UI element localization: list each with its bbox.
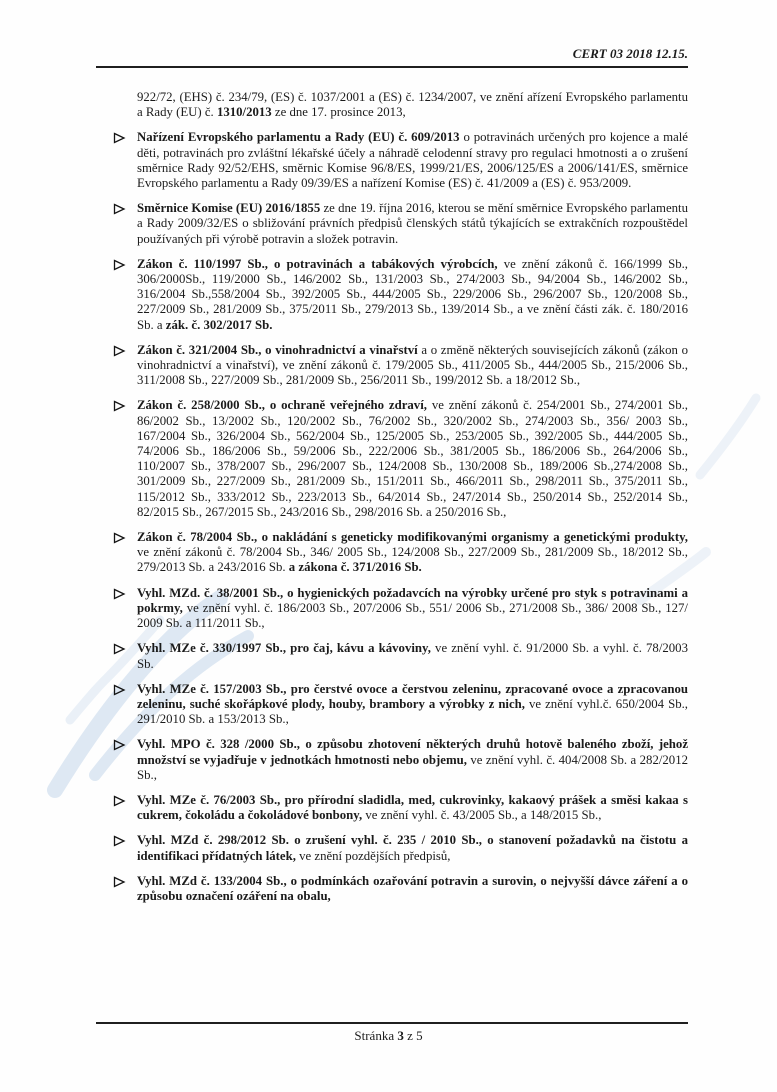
- arrow-bullet-icon: [113, 643, 127, 655]
- list-item-text: Nařízení Evropského parlamentu a Rady (EU) č. 609/2013 o potravinách určených pro kojence a malé děti, potravinách pro zvláštní lékařské účely a náhradě celodenní stravy pro regulaci hmotnosti a o zrušení směrnice Rady 92/52/EHS, směrnic Komise 96/8/ES, 1999/21/ES, 2006/125/ES a 2006/141/ES, směrnice Evropského parlamentu a Rady 09/39/ES a nařízení Komise (ES) č. 41/2009 a (ES) č. 953/2009.: [137, 130, 688, 191]
- list-item: [137, 586, 688, 632]
- document-body: [137, 90, 688, 914]
- list-item: [137, 833, 688, 863]
- intro-paragraph: 922/72, (EHS) č. 234/79, (ES) č. 1037/2001 a (ES) č. 1234/2007, ve znění ařízení Evropského parlamentu a Rady (EU) č. 1310/2013 ze dne 17. prosince 2013,: [137, 90, 688, 120]
- footer-rule: [96, 1022, 688, 1024]
- list-item-text: Zákon č. 321/2004 Sb., o vinohradnictví a vinařství a o změně některých souvisejících zákonů (zákon o vinohradnictví a vinařství), ve znění zákonů č. 179/2005 Sb., 411/2005 Sb., 444/2005 Sb., 215/2006 Sb., 311/2008 Sb., 227/2009 Sb., 281/2009 Sb., 256/2011 Sb., 199/2012 Sb. a 18/2012 Sb.,: [137, 342, 689, 388]
- arrow-bullet-icon: [113, 532, 127, 544]
- page-number-label: Stránka 3 z 5: [354, 1028, 423, 1043]
- list-item-text: Vyhl. MZd č. 298/2012 Sb. o zrušení vyhl. č. 235 / 2010 Sb., o stanovení požadavků na čistotu a identifikaci přídatných látek, ve znění pozdějších předpisů,: [137, 833, 688, 863]
- list-item-text: Zákon č. 78/2004 Sb., o nakládání s geneticky modifikovanými organismy a genetickými produkty, ve znění zákonů č. 78/2004 Sb., 346/ 2005 Sb., 124/2008 Sb., 227/2009 Sb., 281/2009 Sb., 18/2012 Sb., 279/2013 Sb. a 243/2016 Sb. a zákona č. 371/2016 Sb.: [137, 530, 688, 575]
- list-item-text: Vyhl. MZe č. 330/1997 Sb., pro čaj, kávu a kávoviny, ve znění vyhl. č. 91/2000 Sb. a vyhl. č. 78/2003 Sb.: [137, 641, 688, 671]
- arrow-bullet-icon: [113, 588, 127, 600]
- arrow-bullet-icon: [113, 259, 127, 271]
- header-rule: [96, 66, 688, 68]
- list-item-text: Směrnice Komise (EU) 2016/1855 ze dne 19. října 2016, kterou se mění směrnice Evropského parlamentu a Rady 2009/32/ES o sbližování právních předpisů členských států týkajících se extrakčních rozpouštědel používaných při výrobě potravin a složek potravin.: [137, 201, 688, 246]
- list-item-text: Zákon č. 110/1997 Sb., o potravinách a tabákových výrobcích, ve znění zákonů č. 166/1999 Sb., 306/2000Sb., 119/2000 Sb., 146/2002 Sb., 131/2003 Sb., 274/2003 Sb., 94/2004 Sb., 146/2002 Sb., 316/2004 Sb.,558/2004 Sb., 392/2005 Sb., 444/2005 Sb., 229/2006 Sb., 296/2007 Sb., 120/2008 Sb., 227/2009 Sb., 281/2009 Sb., 375/2011 Sb., 279/2013 Sb., 139/2014 Sb., a ve znění části zák. č. 180/2016 Sb. a zák. č. 302/2017 Sb.: [137, 256, 689, 332]
- list-item: [137, 130, 688, 191]
- regulation-list: [137, 130, 688, 904]
- arrow-bullet-icon: [113, 345, 127, 357]
- list-item: [137, 530, 688, 576]
- list-item-text: Zákon č. 258/2000 Sb., o ochraně veřejného zdraví, ve znění zákonů č. 254/2001 Sb., 274/2001 Sb., 86/2002 Sb., 13/2002 Sb., 120/2002 Sb., 76/2002 Sb., 320/2002 Sb., 274/2003 Sb., 356/ 2003 Sb., 167/2004 Sb., 326/2004 Sb., 562/2004 Sb., 125/2005 Sb., 253/2005 Sb., 392/2005 Sb., 444/2005 Sb., 74/2006 Sb., 186/2006 Sb., 59/2006 Sb., 222/2006 Sb., 381/2005 Sb., 186/2006 Sb., 264/2006 Sb., 110/2007 Sb., 378/2007 Sb., 296/2007 Sb., 124/2008 Sb., 130/2008 Sb., 189/2006 Sb.,274/2008 Sb., 301/2009 Sb., 227/2009 Sb., 281/2009 Sb., 151/2011 Sb., 466/2011 Sb., 298/2011 Sb., 375/2011 Sb., 115/2012 Sb., 333/2012 Sb., 223/2013 Sb., 64/2014 Sb., 247/2014 Sb., 250/2014 Sb., 252/2014 Sb., 82/2015 Sb., 267/2015 Sb., 243/2016 Sb., 298/2016 Sb. a 250/2016 Sb.,: [137, 398, 689, 519]
- arrow-bullet-icon: [113, 876, 127, 888]
- list-item: [137, 874, 688, 904]
- arrow-bullet-icon: [113, 400, 127, 412]
- arrow-bullet-icon: [113, 739, 127, 751]
- list-item: [137, 343, 688, 389]
- header-doc-ref: CERT 03 2018 12.15.: [572, 46, 688, 61]
- arrow-bullet-icon: [113, 203, 127, 215]
- list-item: [137, 793, 688, 823]
- list-item-text: Vyhl. MZd č. 133/2004 Sb., o podmínkách ozařování potravin a surovin, o nejvyšší dávce záření a o způsobu označení ozáření na obalu,: [137, 873, 688, 903]
- arrow-bullet-icon: [113, 795, 127, 807]
- list-item-text: Vyhl. MZe č. 157/2003 Sb., pro čerstvé ovoce a čerstvou zeleninu, zpracované ovoce a zpracovanou zeleninu, suché skořápkové plody, houby, brambory a výrobky z nich, ve znění vyhl.č. 650/2004 Sb., 291/2010 Sb. a 153/2013 Sb.,: [137, 681, 689, 727]
- arrow-bullet-icon: [113, 684, 127, 696]
- list-item-text: Vyhl. MPO č. 328 /2000 Sb., o způsobu zhotovení některých druhů hotově baleného zboží, jehož množství se vyjadřuje v jednotkách hmotnosti nebo objemu, ve znění vyhl. č. 404/2008 Sb. a 282/2012 Sb.,: [137, 737, 688, 782]
- arrow-bullet-icon: [113, 132, 127, 144]
- list-item: [137, 398, 688, 520]
- list-item: [137, 201, 688, 247]
- page-footer: [0, 1028, 777, 1044]
- list-item-text: Vyhl. MZd. č. 38/2001 Sb., o hygienických požadavcích na výrobky určené pro styk s potravinami a pokrmy, ve znění vyhl. č. 186/2003 Sb., 207/2006 Sb., 551/ 2006 Sb., 271/2008 Sb., 386/ 2008 Sb., 127/ 2009 Sb. a 111/2011 Sb.,: [137, 585, 688, 631]
- list-item-text: Vyhl. MZe č. 76/2003 Sb., pro přírodní sladidla, med, cukrovinky, kakaový prášek a směsi kakaa s cukrem, čokoládu a čokoládové bonbony, ve znění vyhl. č. 43/2005 Sb., a 148/2015 Sb.,: [137, 792, 688, 823]
- list-item: [137, 682, 688, 728]
- arrow-bullet-icon: [113, 835, 127, 847]
- list-item: [137, 257, 688, 333]
- list-item: [137, 737, 688, 783]
- list-item: [137, 641, 688, 671]
